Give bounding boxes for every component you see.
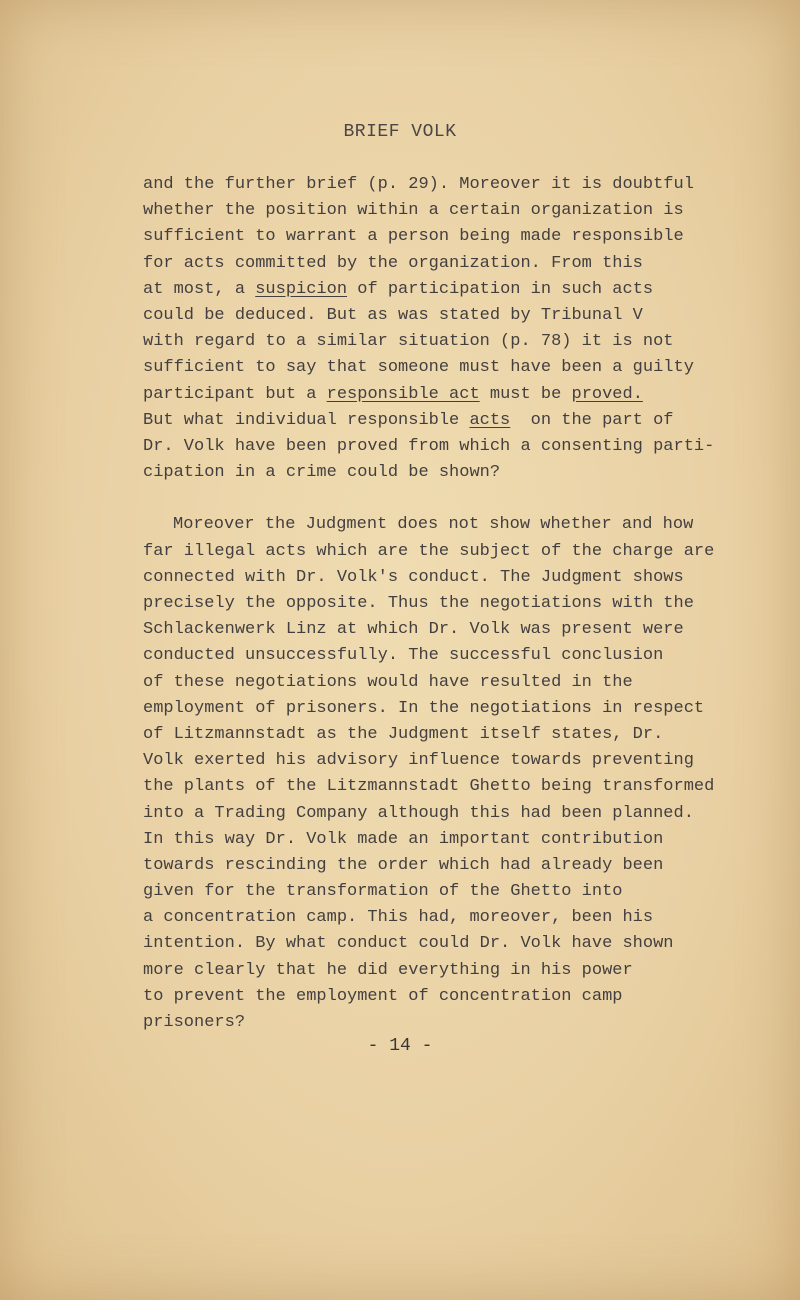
text-segment: with regard to a similar situation (p. 78) it is not xyxy=(143,332,674,352)
text-line xyxy=(143,643,743,669)
text-segment: prisoners? xyxy=(143,1013,246,1032)
text-segment: far illegal acts which are the subject of the charge are xyxy=(143,541,715,561)
text-segment: and the further brief (p. 29). Moreover it is doubtful xyxy=(143,175,694,194)
text-segment: towards rescinding the order which had already been xyxy=(143,855,664,875)
text-segment: In this way Dr. Volk made an important contribution xyxy=(143,829,664,849)
text-segment: conducted unsuccessfully. The successful conclusion xyxy=(143,646,664,666)
text-line xyxy=(143,879,743,905)
text-segment: on the part of xyxy=(510,410,674,430)
text-segment: of Litzmannstadt as the Judgment itself states, Dr. xyxy=(143,724,664,744)
text-line xyxy=(143,251,743,277)
text-segment: sufficient to say that someone must have been a guilty xyxy=(143,358,694,378)
text-segment: connected with Dr. Volk's conduct. The Judgment shows xyxy=(143,567,684,587)
text-segment: could be deduced. But as was stated by Tribunal V xyxy=(143,305,643,325)
body-text xyxy=(143,172,743,1036)
text-line xyxy=(143,984,743,1010)
text-segment: of these negotiations would have resulted in the xyxy=(143,672,633,692)
text-line xyxy=(143,329,743,355)
text-line xyxy=(143,277,743,303)
text-segment: intention. By what conduct could Dr. Volk have shown xyxy=(143,934,674,954)
text-line xyxy=(143,303,743,329)
text-segment: a concentration camp. This had, moreover, been his xyxy=(143,908,654,928)
text-line xyxy=(143,198,743,224)
text-line xyxy=(143,774,743,800)
text-line xyxy=(143,827,743,853)
text-segment: participant but a xyxy=(143,384,327,404)
text-line xyxy=(143,591,743,617)
text-segment: Dr. Volk have been proved from which a consenting parti- xyxy=(143,436,715,456)
text-line xyxy=(143,565,743,591)
underlined-text: responsible act xyxy=(326,384,480,404)
text-line xyxy=(143,722,743,748)
text-line xyxy=(143,801,743,827)
text-segment: the plants of the Litzmannstadt Ghetto being transformed xyxy=(143,777,715,797)
text-line xyxy=(143,905,743,931)
text-segment: precisely the opposite. Thus the negotiations with the xyxy=(143,594,694,613)
text-segment: must be xyxy=(479,384,572,404)
text-line xyxy=(143,172,743,198)
text-segment: whether the position within a certain organization is xyxy=(143,201,684,221)
text-segment: cipation in a crime could be shown? xyxy=(143,463,501,483)
text-segment: of participation in such acts xyxy=(347,279,654,299)
text-line xyxy=(143,408,743,434)
text-segment: into a Trading Company although this had been planned. xyxy=(143,803,694,823)
text-line xyxy=(143,931,743,957)
underlined-text: proved. xyxy=(571,384,643,404)
paragraph-gap xyxy=(143,486,743,512)
text-line xyxy=(143,1010,743,1036)
text-line xyxy=(143,460,743,486)
text-segment: sufficient to warrant a person being made responsible xyxy=(143,227,684,247)
text-segment: Volk exerted his advisory influence towards preventing xyxy=(143,751,694,771)
text-segment: Moreover the Judgment does not show whether and how xyxy=(173,515,694,535)
text-line xyxy=(143,670,743,696)
text-line xyxy=(143,748,743,774)
text-line xyxy=(143,224,743,250)
paragraph-1 xyxy=(143,172,743,486)
text-segment: more clearly that he did everything in his power xyxy=(143,960,633,980)
paragraph-2 xyxy=(143,512,743,1036)
text-segment: Schlackenwerk Linz at which Dr. Volk was present were xyxy=(143,620,684,640)
text-line xyxy=(143,539,743,565)
text-segment: at most, a xyxy=(143,279,256,299)
text-segment: for acts committed by the organization. From this xyxy=(143,253,643,273)
text-line xyxy=(143,434,743,460)
text-line xyxy=(143,512,743,538)
text-segment: to prevent the employment of concentration camp xyxy=(143,986,623,1006)
text-segment: employment of prisoners. In the negotiations in respect xyxy=(143,698,705,718)
text-line xyxy=(143,853,743,879)
text-segment: But what individual responsible xyxy=(143,410,470,430)
text-segment: given for the transformation of the Ghetto into xyxy=(143,882,623,902)
underlined-text: suspicion xyxy=(255,279,348,299)
text-line xyxy=(143,696,743,722)
text-line xyxy=(143,958,743,984)
text-line xyxy=(143,617,743,643)
page-header: BRIEF VOLK xyxy=(343,122,457,142)
underlined-text: acts xyxy=(469,410,511,430)
text-line xyxy=(143,382,743,408)
text-line xyxy=(143,355,743,381)
page-number: - 14 - xyxy=(367,1036,433,1056)
